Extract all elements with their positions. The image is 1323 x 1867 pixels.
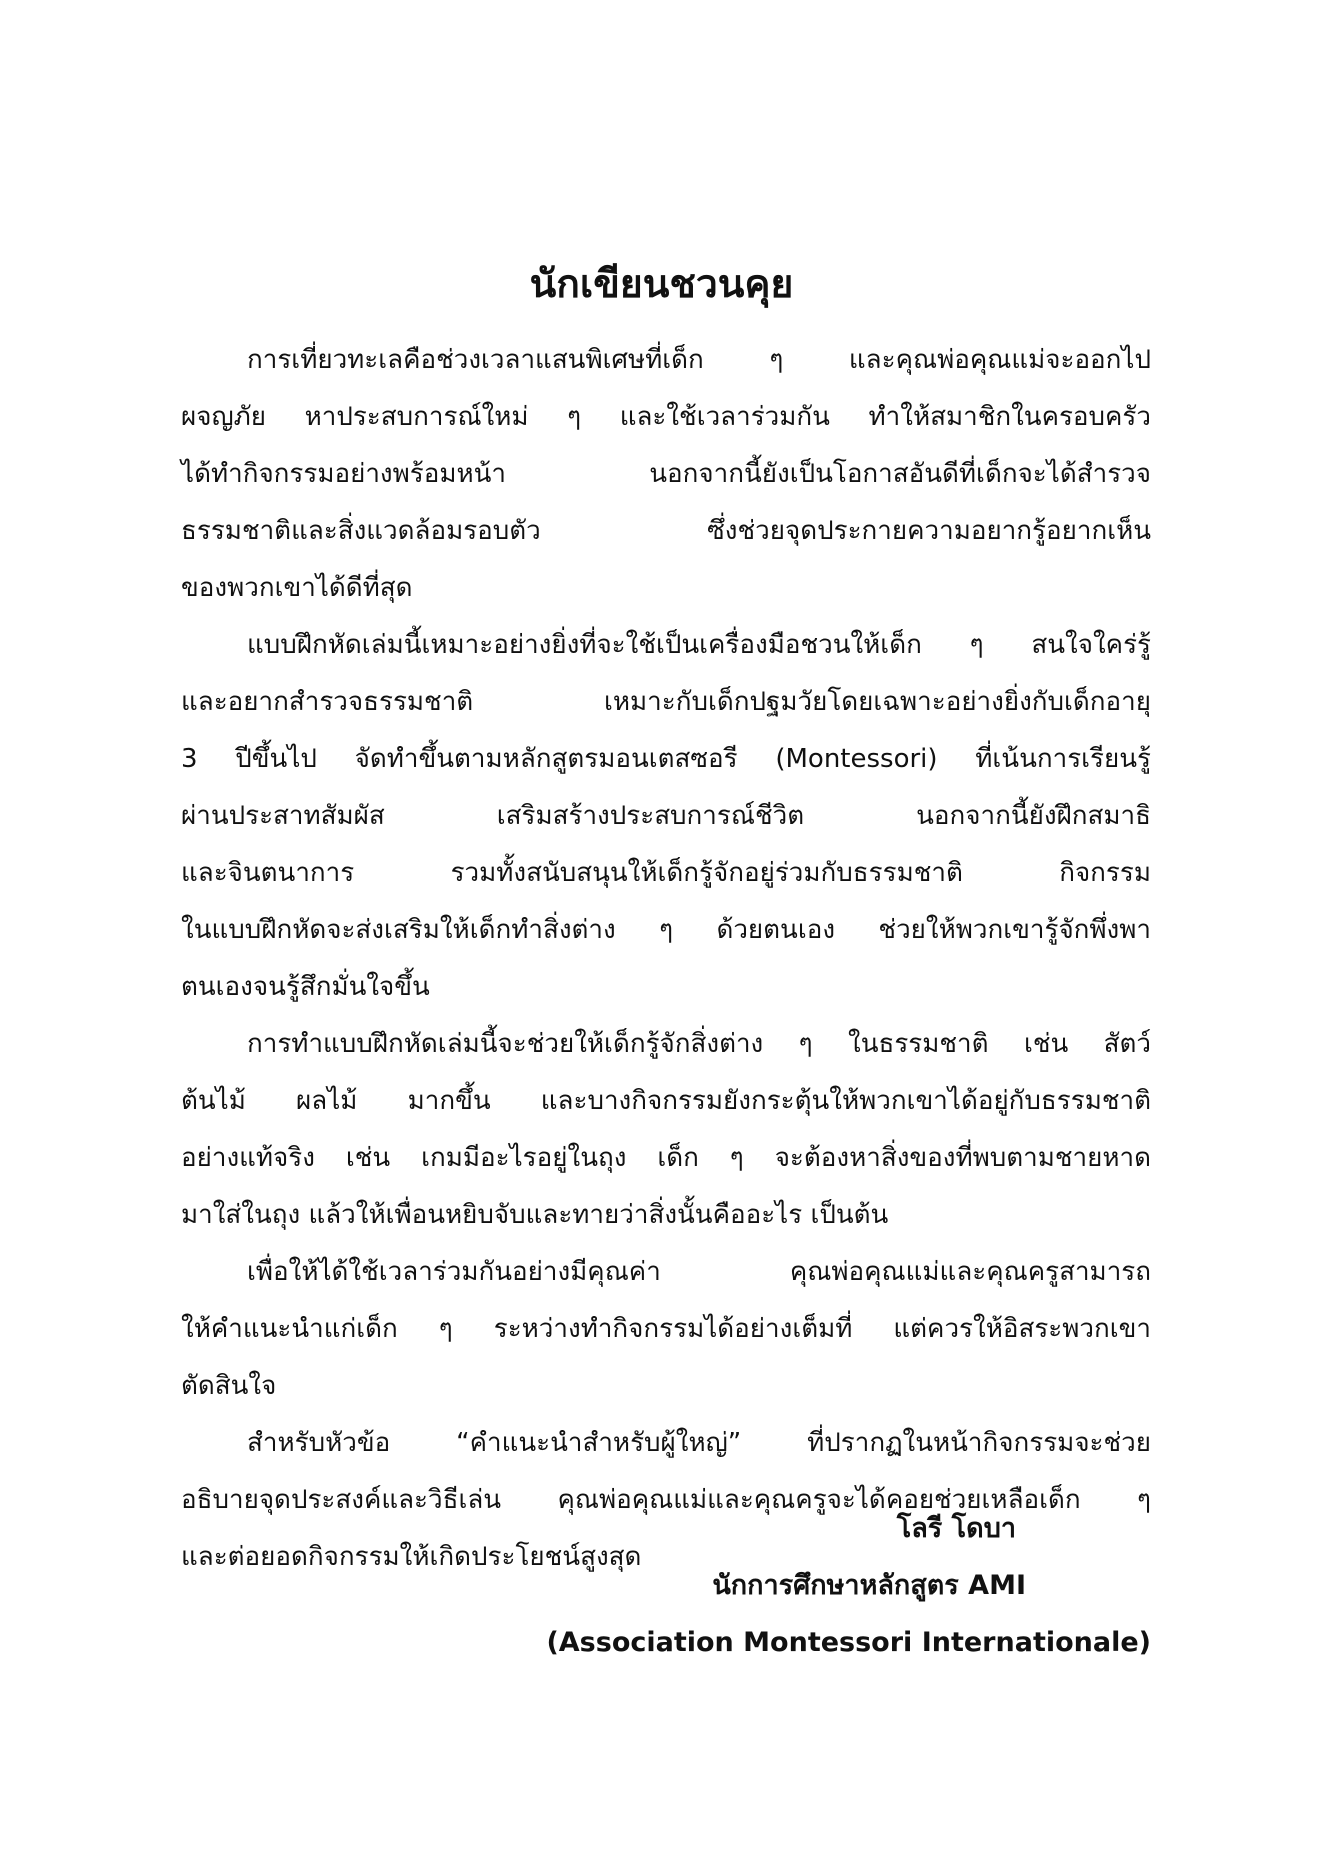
text-line: ได้ทำกิจกรรมอย่างพร้อมหน้า นอกจากนี้ยังเป็นโอกาสอันดีที่เด็กจะได้สำรวจ: [181, 459, 1151, 489]
text-line: การทำแบบฝึกหัดเล่มนี้จะช่วยให้เด็กรู้จักสิ่งต่าง ๆ ในธรรมชาติ เช่น สัตว์: [247, 1029, 1151, 1059]
text-line: 3 ปีขึ้นไป จัดทำขึ้นตามหลักสูตรมอนเตสซอรี (Montessori) ที่เน้นการเรียนรู้: [181, 744, 1151, 774]
text-line: ผ่านประสาทสัมผัส เสริมสร้างประสบการณ์ชีวิต นอกจากนี้ยังฝึกสมาธิ: [181, 801, 1151, 831]
text-line: เพื่อให้ได้ใช้เวลาร่วมกันอย่างมีคุณค่า คุณพ่อคุณแม่และคุณครูสามารถ: [247, 1257, 1151, 1287]
text-line: ในแบบฝึกหัดจะส่งเสริมให้เด็กทำสิ่งต่าง ๆ ด้วยตนเอง ช่วยให้พวกเขารู้จักพึ่งพา: [181, 915, 1151, 945]
text-line: และอยากสำรวจธรรมชาติ เหมาะกับเด็กปฐมวัยโดยเฉพาะอย่างยิ่งกับเด็กอายุ: [181, 687, 1151, 717]
author-role: นักการศึกษาหลักสูตร AMI: [712, 1570, 1026, 1601]
page-title: นักเขียนชวนคุย: [529, 262, 794, 307]
text-line: ธรรมชาติและสิ่งแวดล้อมรอบตัว ซึ่งช่วยจุดประกายความอยากรู้อยากเห็น: [181, 516, 1151, 546]
text-line: และต่อยอดกิจกรรมให้เกิดประโยชน์สูงสุด: [181, 1542, 642, 1572]
text-line: ต้นไม้ ผลไม้ มากขึ้น และบางกิจกรรมยังกระตุ้นให้พวกเขาได้อยู่กับธรรมชาติ: [181, 1086, 1151, 1116]
text-line: อย่างแท้จริง เช่น เกมมีอะไรอยู่ในถุง เด็ก ๆ จะต้องหาสิ่งของที่พบตามชายหาด: [181, 1143, 1151, 1173]
signature-block: [451, 1500, 1151, 1671]
text-line: ตัดสินใจ: [181, 1371, 277, 1401]
text-line: ตนเองจนรู้สึกมั่นใจขึ้น: [181, 972, 430, 1002]
text-line: สำหรับหัวข้อ “คำแนะนำสำหรับผู้ใหญ่” ที่ปรากฏในหน้ากิจกรรมจะช่วย: [247, 1428, 1151, 1458]
text-line: ให้คำแนะนำแก่เด็ก ๆ ระหว่างทำกิจกรรมได้อย่างเต็มที่ แต่ควรให้อิสระพวกเขา: [181, 1314, 1151, 1344]
text-line: และจินตนาการ รวมทั้งสนับสนุนให้เด็กรู้จักอยู่ร่วมกับธรรมชาติ กิจกรรม: [181, 858, 1151, 888]
text-line: แบบฝึกหัดเล่มนี้เหมาะอย่างยิ่งที่จะใช้เป็นเครื่องมือชวนให้เด็ก ๆ สนใจใคร่รู้: [247, 630, 1151, 660]
author-organization: (Association Montessori Internationale): [546, 1627, 1151, 1658]
text-line: มาใส่ในถุง แล้วให้เพื่อนหยิบจับและทายว่าสิ่งนั้นคืออะไร เป็นต้น: [181, 1200, 889, 1230]
text-line: อธิบายจุดประสงค์และวิธีเล่น คุณพ่อคุณแม่และคุณครูจะได้คอยช่วยเหลือเด็ก ๆ: [181, 1485, 1151, 1515]
text-line: ของพวกเขาได้ดีที่สุด: [181, 573, 413, 603]
body-text: [181, 332, 1151, 1586]
author-name: โลรี โดบา: [896, 1513, 1016, 1544]
text-line: ผจญภัย หาประสบการณ์ใหม่ ๆ และใช้เวลาร่วมกัน ทำให้สมาชิกในครอบครัว: [181, 402, 1151, 432]
text-line: การเที่ยวทะเลคือช่วงเวลาแสนพิเศษที่เด็ก ๆ และคุณพ่อคุณแม่จะออกไป: [247, 345, 1151, 375]
